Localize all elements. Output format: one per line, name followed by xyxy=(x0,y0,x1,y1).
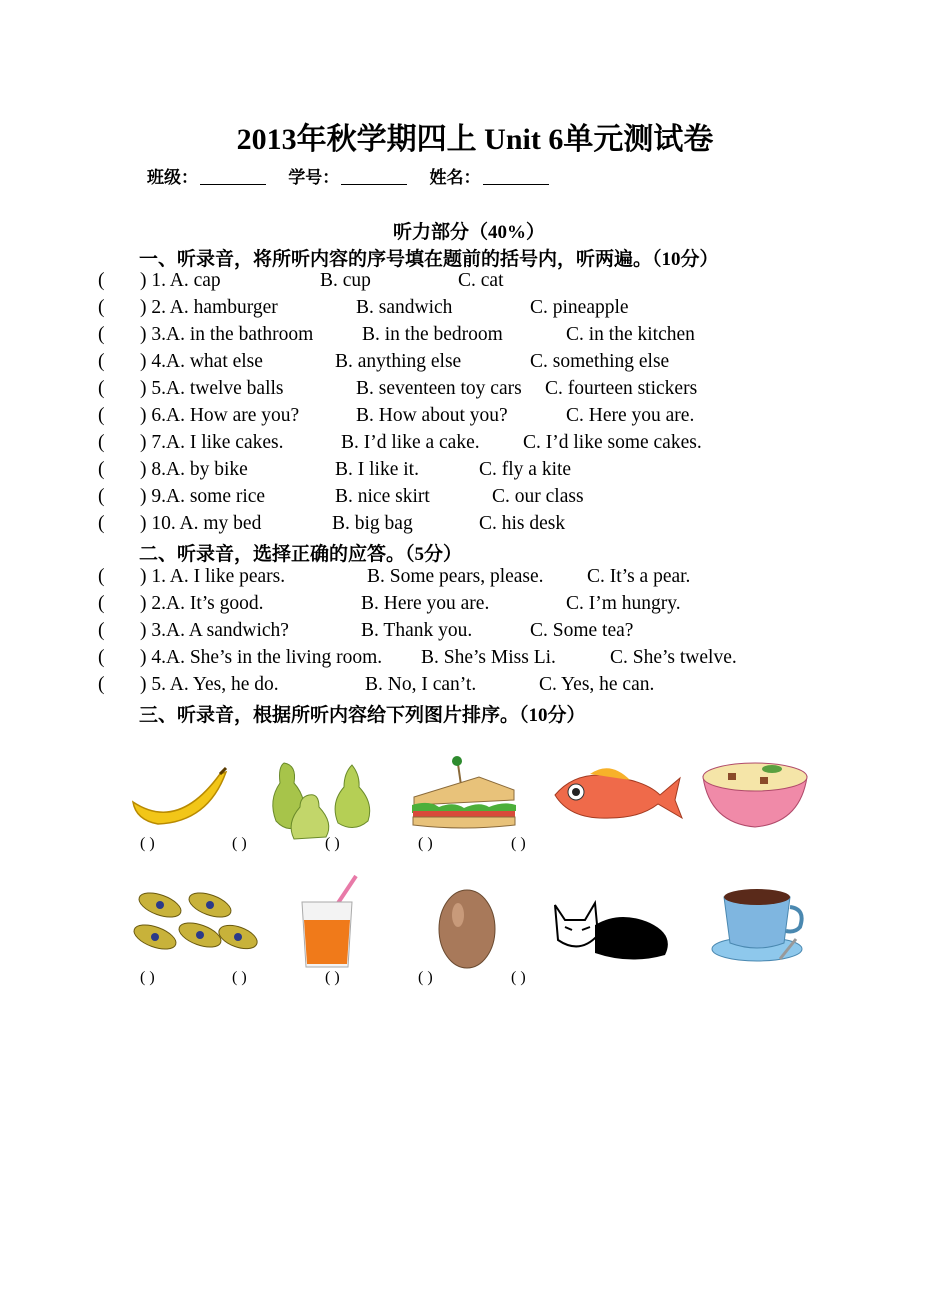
answer-bracket[interactable]: ( xyxy=(98,378,105,399)
banana-icon xyxy=(128,762,228,832)
option-c: C. fly a kite xyxy=(479,459,572,480)
answer-bracket[interactable]: ( xyxy=(98,620,105,641)
option-a: ) 6.A. How are you? xyxy=(140,405,300,426)
answer-bracket[interactable]: ( xyxy=(98,674,105,695)
answer-paren[interactable]: ( ) xyxy=(232,969,247,986)
option-c: C. Some tea? xyxy=(530,620,634,641)
option-b: B. I like it. xyxy=(335,459,419,480)
option-b: B. sandwich xyxy=(356,297,453,318)
answer-paren[interactable]: ( ) xyxy=(325,835,340,852)
option-a: ) 10. A. my bed xyxy=(140,513,262,534)
name-label: 姓名： xyxy=(429,168,481,187)
option-b: B. Thank you. xyxy=(361,620,473,641)
tea-icon xyxy=(710,885,805,965)
option-c: C. fourteen stickers xyxy=(545,378,698,399)
option-b: B. seventeen toy cars xyxy=(356,378,522,399)
answer-bracket[interactable]: ( xyxy=(98,593,105,614)
sandwich-icon xyxy=(409,755,519,835)
option-c: C. in the kitchen xyxy=(566,324,695,345)
option-c: C. pineapple xyxy=(530,297,629,318)
option-b: B. in the bedroom xyxy=(362,324,503,345)
option-c: C. It’s a pear. xyxy=(587,566,691,587)
option-a: ) 5.A. twelve balls xyxy=(140,378,284,399)
answer-bracket[interactable]: ( xyxy=(98,405,105,426)
option-a: ) 2. A. hamburger xyxy=(140,297,278,318)
answer-bracket[interactable]: ( xyxy=(98,513,105,534)
student-info xyxy=(147,163,567,188)
juice-icon xyxy=(296,872,361,974)
answer-bracket[interactable]: ( xyxy=(98,566,105,587)
answer-paren[interactable]: ( ) xyxy=(140,969,155,986)
class-label: 班级： xyxy=(147,168,198,187)
answer-paren[interactable]: ( ) xyxy=(140,835,155,852)
option-a: ) 3.A. A sandwich? xyxy=(140,620,289,641)
fish-icon xyxy=(550,760,685,825)
answer-paren[interactable]: ( ) xyxy=(232,835,247,852)
option-a: ) 3.A. in the bathroom xyxy=(140,324,314,345)
section1-heading: 一、听录音，将所听内容的序号填在题前的括号内，听两遍。（10分） xyxy=(139,249,719,270)
option-b: B. cup xyxy=(320,270,371,291)
option-c: C. Here you are. xyxy=(566,405,695,426)
page-title: 2013年秋学期四上 Unit 6单元测试卷 xyxy=(236,123,714,156)
cat-icon xyxy=(550,895,675,965)
option-c: C. I’m hungry. xyxy=(566,593,681,614)
option-a: ) 7.A. I like cakes. xyxy=(140,432,284,453)
answer-bracket[interactable]: ( xyxy=(98,270,105,291)
class-field[interactable] xyxy=(147,168,266,187)
option-a: ) 1. A. cap xyxy=(140,270,221,291)
option-b: B. big bag xyxy=(332,513,413,534)
egg-icon xyxy=(436,885,498,970)
sweets-icon xyxy=(130,885,260,960)
option-b: B. She’s Miss Li. xyxy=(421,647,556,668)
number-label: 学号： xyxy=(288,168,340,187)
option-c: C. his desk xyxy=(479,513,566,534)
option-a: ) 5. A. Yes, he do. xyxy=(140,674,279,695)
answer-bracket[interactable]: ( xyxy=(98,351,105,372)
option-c: C. cat xyxy=(458,270,504,291)
option-c: C. Yes, he can. xyxy=(539,674,655,695)
option-c: C. She’s twelve. xyxy=(610,647,737,668)
option-a: ) 2.A. It’s good. xyxy=(140,593,264,614)
answer-bracket[interactable]: ( xyxy=(98,324,105,345)
name-field[interactable] xyxy=(430,168,549,187)
option-c: C. something else xyxy=(530,351,670,372)
number-field[interactable] xyxy=(288,168,407,187)
noodles-icon xyxy=(700,755,810,830)
answer-bracket[interactable]: ( xyxy=(98,459,105,480)
answer-paren[interactable]: ( ) xyxy=(511,835,526,852)
option-a: ) 4.A. what else xyxy=(140,351,263,372)
option-a: ) 9.A. some rice xyxy=(140,486,266,507)
answer-bracket[interactable]: ( xyxy=(98,297,105,318)
option-a: ) 1. A. I like pears. xyxy=(140,566,286,587)
option-b: B. Some pears, please. xyxy=(367,566,544,587)
answer-bracket[interactable]: ( xyxy=(98,486,105,507)
option-b: B. anything else xyxy=(335,351,462,372)
option-b: B. Here you are. xyxy=(361,593,490,614)
option-a: ) 8.A. by bike xyxy=(140,459,248,480)
listening-title: 听力部分（40%） xyxy=(393,222,546,243)
option-b: B. No, I can’t. xyxy=(365,674,477,695)
section3-heading: 三、听录音，根据所听内容给下列图片排序。（10分） xyxy=(139,705,586,726)
pears-icon xyxy=(264,755,374,840)
option-c: C. I’d like some cakes. xyxy=(523,432,702,453)
answer-bracket[interactable]: ( xyxy=(98,647,105,668)
answer-paren[interactable]: ( ) xyxy=(511,969,526,986)
option-b: B. How about you? xyxy=(356,405,508,426)
option-b: B. nice skirt xyxy=(335,486,430,507)
option-c: C. our class xyxy=(492,486,584,507)
answer-paren[interactable]: ( ) xyxy=(418,835,433,852)
answer-bracket[interactable]: ( xyxy=(98,432,105,453)
option-a: ) 4.A. She’s in the living room. xyxy=(140,647,383,668)
section2-heading: 二、听录音，选择正确的应答。（5分） xyxy=(139,544,463,565)
option-b: B. I’d like a cake. xyxy=(341,432,480,453)
answer-paren[interactable]: ( ) xyxy=(418,969,433,986)
answer-paren[interactable]: ( ) xyxy=(325,969,340,986)
